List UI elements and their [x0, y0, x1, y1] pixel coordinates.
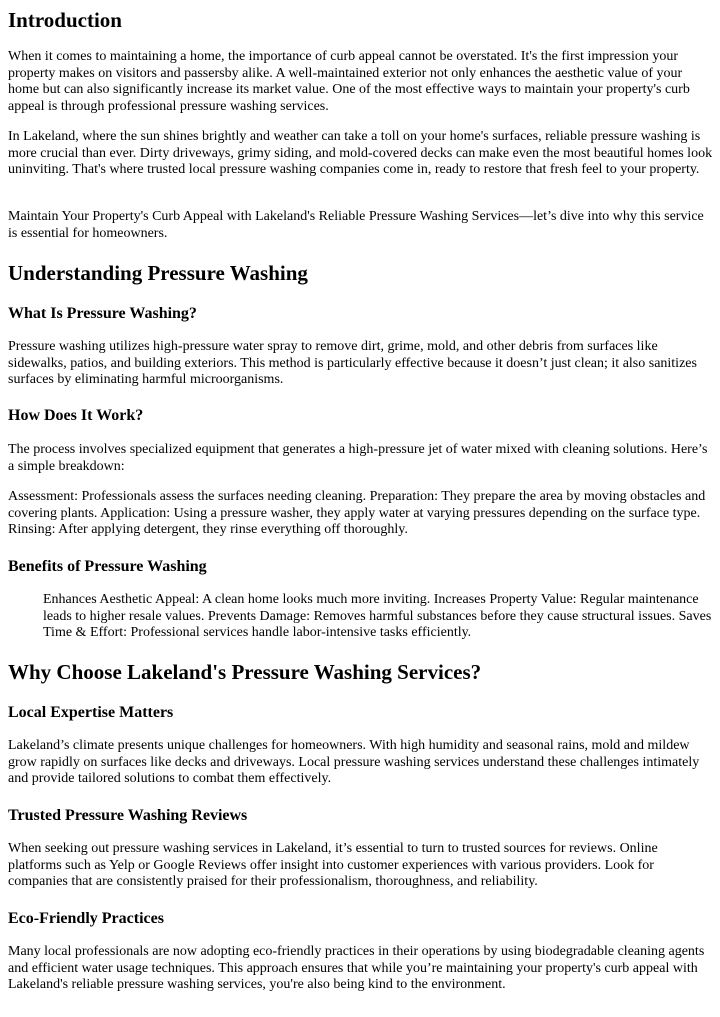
introduction-paragraph-3: Maintain Your Property's Curb Appeal with Lakeland's Reliable Pressure Washing Services—let’s dive into why this service is essential for homeowners. — [8, 209, 704, 241]
how-it-works-paragraph-2: Assessment: Professionals assess the surfaces needing cleaning. Preparation: They prepare the area by moving obstacles and covering plants. Application: Using a pressure washer, they apply water at varying pressures depending on the surface type. Rinsing: After applying detergent, they rinse everything off thoroughly. — [8, 489, 706, 537]
introduction-paragraph-1: When it comes to maintaining a home, the importance of curb appeal cannot be overstated. It's the first impression your property makes on visitors and passersby alike. A well-maintained exterior not only enhances the aesthetic value of your home but can also significantly increase its market value. One of the most effective ways to maintain your property's curb appeal is through professional pressure washing services. — [8, 49, 690, 114]
understanding-heading: Understanding Pressure Washing — [8, 261, 308, 285]
reviews-heading: Trusted Pressure Washing Reviews — [8, 807, 248, 824]
local-expertise-paragraph: Lakeland’s climate presents unique challenges for homeowners. With high humidity and seasonal rains, mold and mildew grow rapidly on surfaces like decks and driveways. Local pressure washing services understand these challenges intimately and provide tailored solutions to combat them effectively. — [8, 738, 700, 786]
benefits-blockquote: Enhances Aesthetic Appeal: A clean home looks much more inviting. Increases Property Value: Regular maintenance leads to higher resale values. Prevents Damage: Removes harmful substances before they cause structural issues. Saves Time & Effort: Professional services handle labor-intensive tasks efficiently. — [43, 592, 712, 640]
benefits-heading: Benefits of Pressure Washing — [8, 558, 207, 575]
local-expertise-heading: Local Expertise Matters — [8, 704, 174, 721]
what-is-paragraph: Pressure washing utilizes high-pressure water spray to remove dirt, grime, mold, and other debris from surfaces like sidewalks, patios, and building exteriors. This method is particularly effective because it doesn’t just clean; it also sanitizes surfaces by eliminating harmful microorganisms. — [8, 339, 697, 387]
eco-friendly-heading: Eco-Friendly Practices — [8, 910, 164, 927]
introduction-paragraph-2: In Lakeland, where the sun shines brightly and weather can take a toll on your home's surfaces, reliable pressure washing is more crucial than ever. Dirty driveways, grimy siding, and mold-covered decks can make even the most beautiful homes look uninviting. That's where trusted local pressure washing companies come in, ready to restore that fresh feel to your property. — [8, 129, 713, 177]
why-choose-heading: Why Choose Lakeland's Pressure Washing Services? — [8, 660, 482, 684]
how-it-works-paragraph-1: The process involves specialized equipment that generates a high-pressure jet of water mixed with cleaning solutions. Here’s a simple breakdown: — [8, 442, 708, 474]
eco-friendly-paragraph: Many local professionals are now adopting eco-friendly practices in their operations by using biodegradable cleaning agents and efficient water usage techniques. This approach ensures that while you’re maintaining your property's curb appeal with Lakeland's reliable pressure washing services, you're also being kind to the environment. — [8, 944, 705, 992]
introduction-heading: Introduction — [8, 8, 122, 32]
how-it-works-heading: How Does It Work? — [8, 407, 144, 424]
reviews-paragraph: When seeking out pressure washing services in Lakeland, it’s essential to turn to trusted sources for reviews. Online platforms such as Yelp or Google Reviews offer insight into customer experiences with various providers. Look for companies that are consistently praised for their professionalism, thoroughness, and reliability. — [8, 841, 658, 889]
what-is-heading: What Is Pressure Washing? — [8, 305, 197, 322]
